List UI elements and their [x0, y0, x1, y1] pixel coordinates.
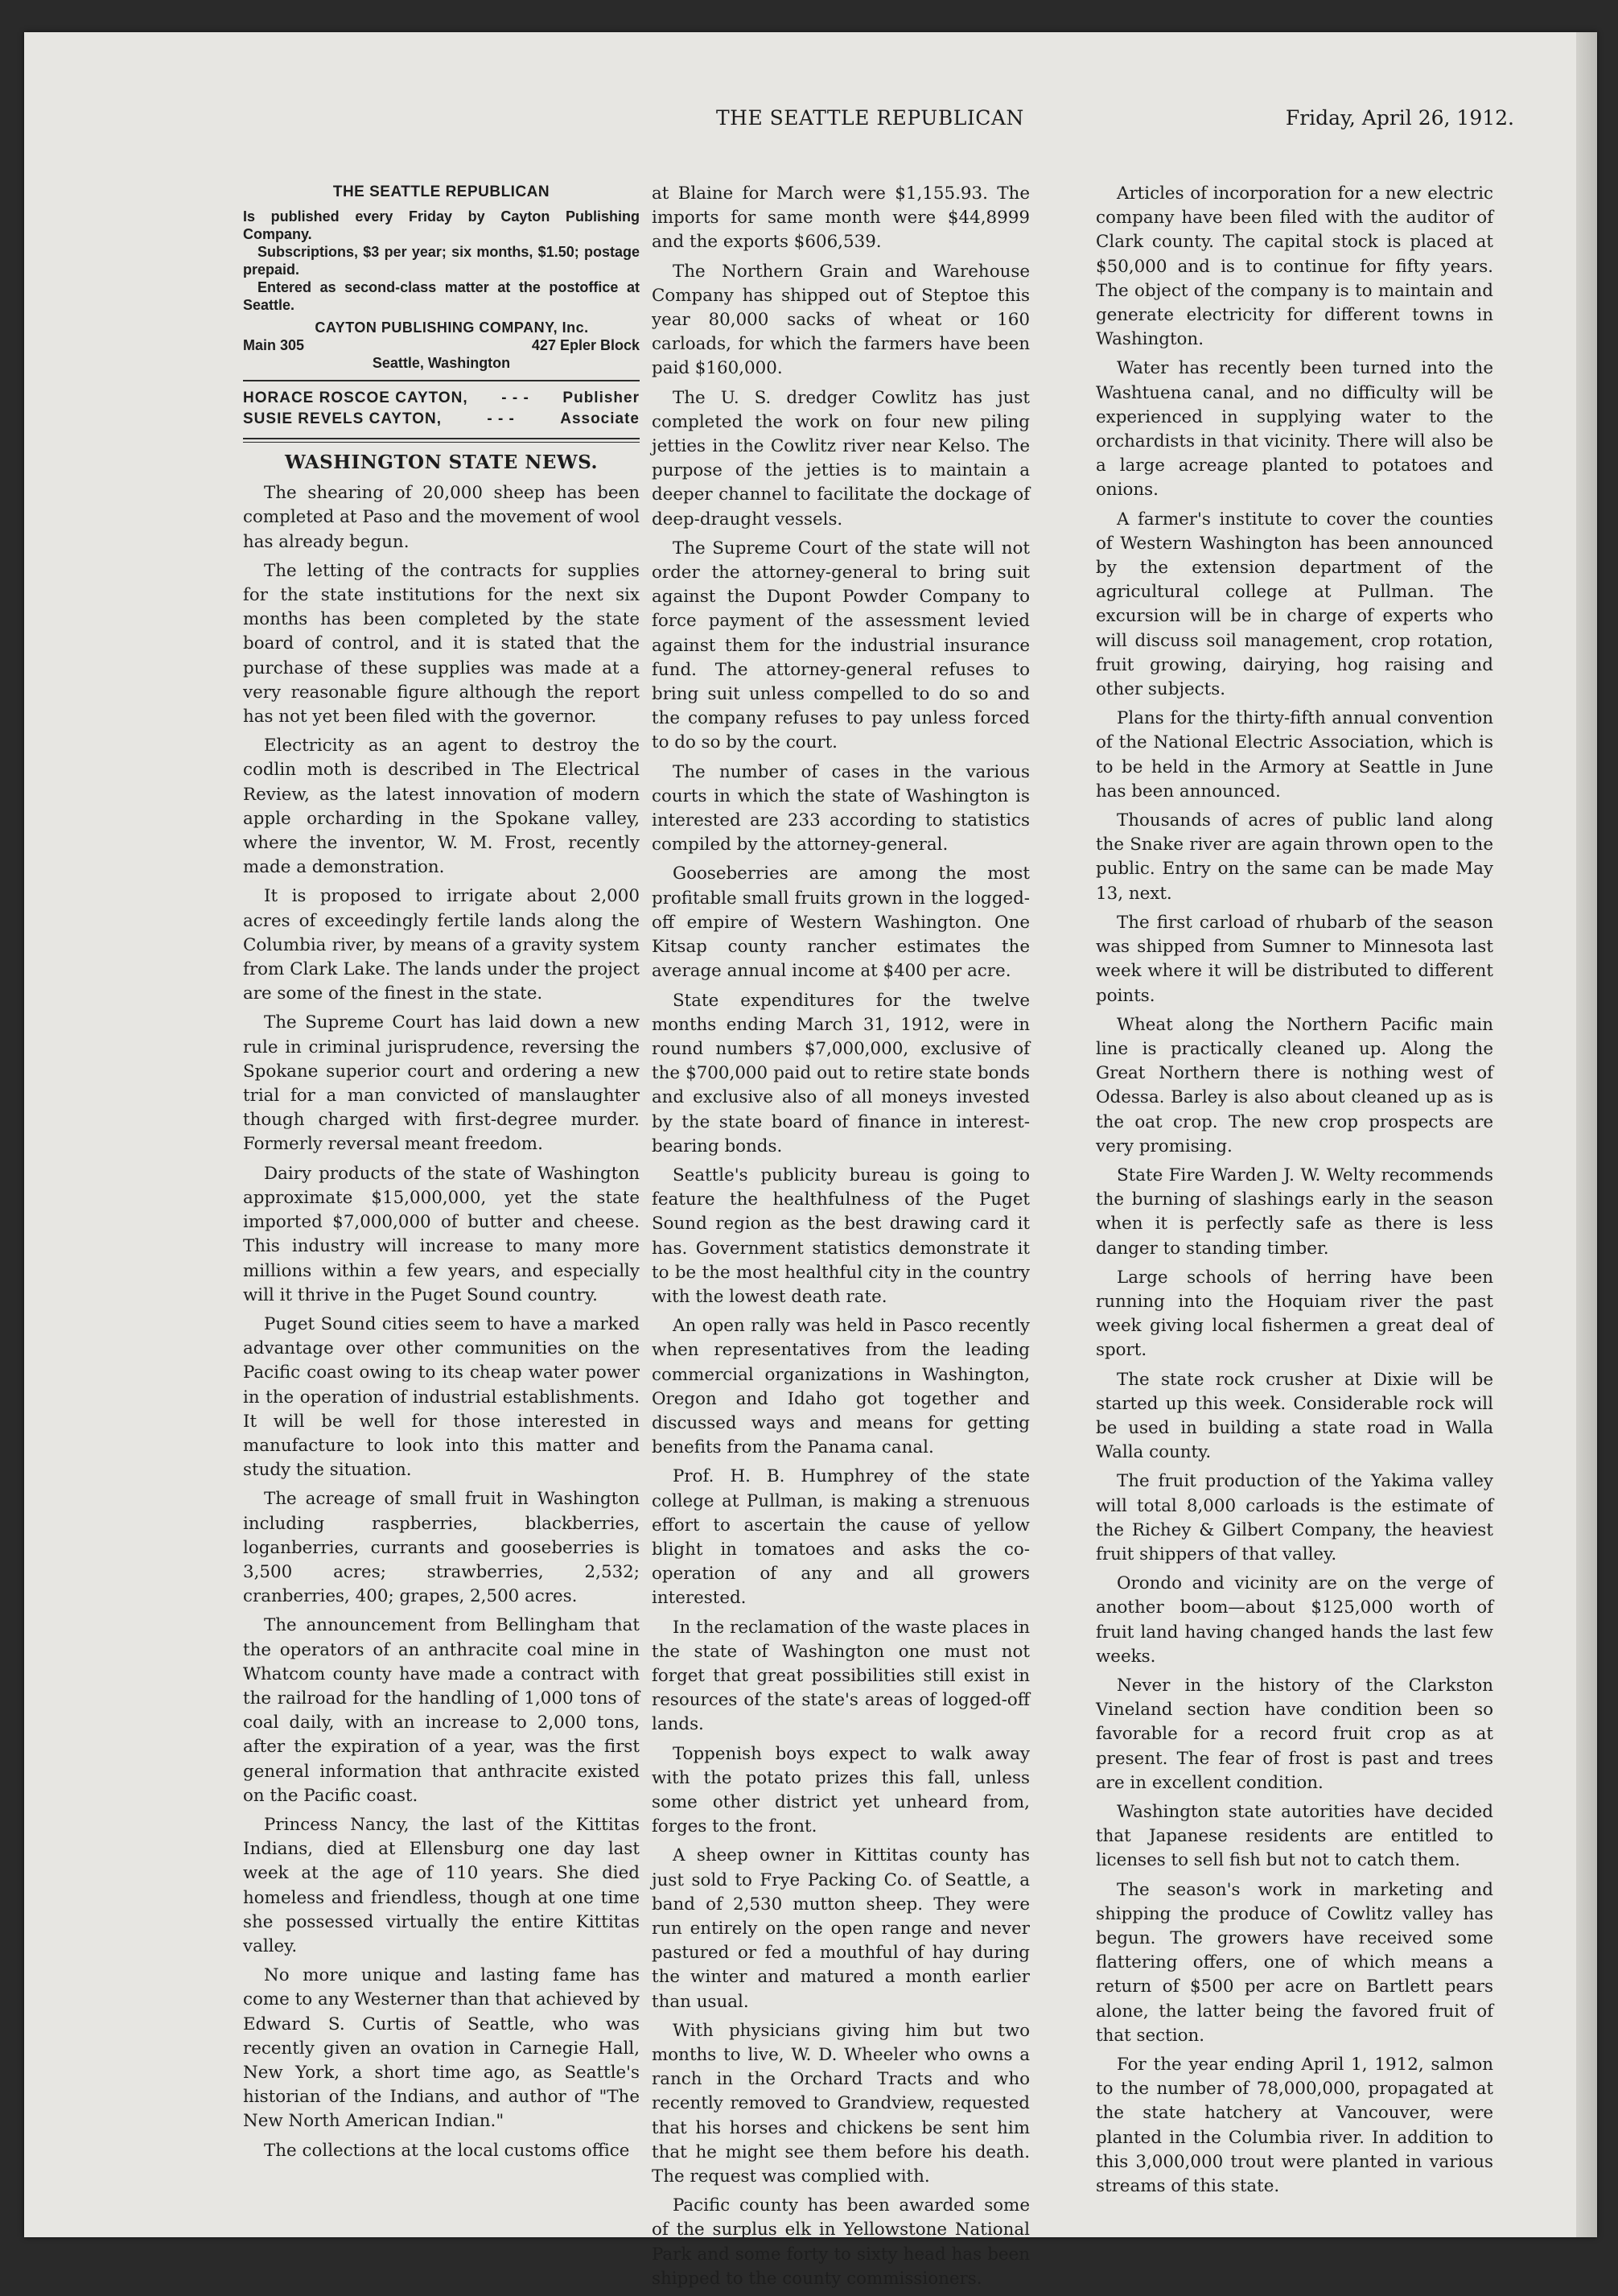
news-item: Water has recently been turned into the Washtuena canal, and no difficulty will be experienced in supplying water to the orchardists in that vicinity. There will also be a large acreage planted to potatoes and onions.: [1096, 358, 1493, 501]
news-item: Toppenish boys expect to walk away with the potato prizes this fall, unless some other district yet unheard from, forges to the front.: [652, 1743, 1030, 1837]
staff-dashes: - - -: [501, 390, 529, 406]
masthead-entered: Entered as second-class matter at the postoffice at Seattle.: [243, 279, 640, 313]
staff-row-associate: [243, 409, 640, 430]
news-item: With physicians giving him but two months to live, W. D. Wheeler who owns a ranch in the Orchard Tracts and who recently removed to Grandview, requested that his horses and chickens be sent him that he might see them before his death. The request was complied with.: [652, 2020, 1030, 2187]
staff-dashes: - - -: [487, 410, 515, 427]
masthead-address: 427 Epler Block: [531, 337, 640, 353]
news-item: The fruit production of the Yakima valley will total 8,000 carloads is the estimate of the Richey & Gilbert Company, the heaviest fruit shippers of that valley.: [1096, 1471, 1493, 1564]
column-1: [243, 180, 640, 2168]
staff-rule: [243, 380, 640, 381]
news-item: Thousands of acres of public land along the Snake river are again thrown open to the public. Entry on the same can be made May 13, next.: [1096, 810, 1493, 904]
news-item: For the year ending April 1, 1912, salmon to the number of 78,000,000, propagated at the state hatchery at Vancouver, were planted in the Columbia river. In addition to this 3,000,000 trout were planted in various streams of this state.: [1096, 2055, 1493, 2197]
news-item: Articles of incorporation for a new electric company have been filed with the auditor of Clark county. The capital stock is placed at $50,000 and is to continue for fifty years. The object of the company is to maintain and generate electricity for different towns in Washington.: [1096, 183, 1493, 350]
news-item: It is proposed to irrigate about 2,000 acres of exceedingly fertile lands along the Columbia river, by means of a gravity system from Clark Lake. The lands under the project are some of the finest in the state.: [243, 886, 640, 1004]
newspaper-page: [24, 32, 1597, 2289]
news-item: The shearing of 20,000 sheep has been completed at Paso and the movement of wool has already begun.: [243, 483, 640, 552]
masthead-company: CAYTON PUBLISHING COMPANY, Inc.: [315, 319, 589, 336]
news-item: Washington state autorities have decided that Japanese residents are entitled to licenses to sell fish but not to catch them.: [1096, 1802, 1493, 1871]
masthead-city: Seattle, Washington: [372, 355, 511, 371]
news-item: The Supreme Court has laid down a new rule in criminal jurisprudence, reversing the Spokane superior court and ordering a new trial for a man convicted of manslaughter though charged with first-degree murder. Formerly reversal meant freedom.: [243, 1012, 640, 1155]
news-item: A sheep owner in Kittitas county has just sold to Frye Packing Co. of Seattle, a band of 2,530 mutton sheep. They were run entirely on the open range and never pastured or fed a mouthful of hay during the winter and matured a month earlier than usual.: [652, 1845, 1030, 2012]
news-item: A farmer's institute to cover the counties of Western Washington has been announced by the extension department of the agricultural college at Pullman. The excursion will be in charge of experts who will discuss soil management, crop rotation, fruit growing, dairying, hog raising and other subjects.: [1096, 509, 1493, 700]
news-item: State expenditures for the twelve months ending March 31, 1912, were in round numbers $7,000,000, exclusive of the $700,000 paid out to retire state bonds and exclusive also of all moneys invested by the state board of finance in interest-bearing bonds.: [652, 990, 1030, 1156]
news-item: The announcement from Bellingham that the operators of an anthracite coal mine in Whatcom county have made a contract with the railroad for the handling of 1,000 tons of coal daily, with an increase to 2,000 tons, after the expiration of a year, was the first general information that anthracite existed on the Pacific coast.: [243, 1615, 640, 1806]
section-heading: WASHINGTON STATE NEWS.: [284, 451, 599, 473]
news-item: The collections at the local customs office: [264, 2140, 630, 2161]
news-item: The acreage of small fruit in Washington including raspberries, blackberries, loganberries, currants and gooseberries is 3,500 acres; strawberries, 2,532; cranberries, 400; grapes, 2,500 acres.: [243, 1489, 640, 1607]
news-item: The number of cases in the various courts in which the state of Washington is interested are 233 according to statistics compiled by the attorney-general.: [652, 761, 1030, 855]
news-item: Never in the history of the Clarkston Vineland section have condition been so favorable for a record fruit crop as at present. The fear of frost is past and trees are in excellent condition.: [1096, 1675, 1493, 1793]
news-item: The letting of the contracts for supplies for the state institutions for the next six months has been completed by the state board of control, and it is stated that the purchase of these supplies was made at a very reasonable figure although the report has not yet been filed with the governor.: [243, 560, 640, 728]
double-rule: [243, 438, 640, 443]
news-item: Gooseberries are among the most profitable small fruits grown in the logged-off empire of Western Washington. One Kitsap county rancher estimates the average annual income at $400 per acre.: [652, 864, 1030, 982]
news-item: Electricity as an agent to destroy the codlin moth is described in The Electrical Review, as the latest innovation of modern apple orcharding in the Spokane valley, where the inventor, W. M. Frost, recently made a demonstration.: [243, 736, 640, 878]
news-item: The U. S. dredger Cowlitz has just completed the work on four new piling jetties in the Cowlitz river near Kelso. The purpose of the jetties is to maintain a deeper channel to facilitate the dockage of deep-draught vessels.: [652, 387, 1030, 530]
news-item: Pacific county has been awarded some of the surplus elk in Yellowstone National Park and some forty to sixty head has been shipped to the county commissioners.: [652, 2195, 1030, 2289]
news-item: Princess Nancy, the last of the Kittitas Indians, died at Ellensburg one day last week at the age of 110 years. She died homeless and friendless, though at one time she possessed virtually the entire Kittitas valley.: [243, 1814, 640, 1956]
news-item: Puget Sound cities seem to have a marked advantage over other communities on the Pacific coast owing to its cheap water power in the operation of industrial establishments. It will be well for those interested in manufacture to look into this matter and study the situation.: [243, 1313, 640, 1481]
news-item-continued: at Blaine for March were $1,155.93. The imports for same month were $44,8999 and the exports $606,539.: [652, 183, 1030, 253]
news-item: In the reclamation of the waste places in the state of Washington one must not forget that great possibilities still exist in resources of the state's areas of logged-off lands.: [652, 1617, 1030, 1735]
news-item: Seattle's publicity bureau is going to feature the healthfulness of the Puget Sound region as the best drawing card it has. Government statistics demonstrate it to be the most healthful city in the country with the lowest death rate.: [652, 1164, 1030, 1307]
column-3: [1096, 182, 1493, 2203]
news-item: Dairy products of the state of Washington approximate $15,000,000, yet the state imported $7,000,000 of butter and cheese. This industry will increase to many more millions within a few years, and especially will it thrive in the Puget Sound country.: [243, 1163, 640, 1305]
news-item: An open rally was held in Pasco recently when representatives from the leading commercial organizations in Washington, Oregon and Idaho got together and discussed ways and means for getting benefits from the Panama canal.: [652, 1316, 1030, 1458]
news-item: The Supreme Court of the state will not order the attorney-general to bring suit against the Dupont Powder Company to force payment of the assessment levied against them for the industrial insurance fund. The attorney-general refuses to bring suit unless compelled to do so and the company refuses to pay unless forced to do so by the court.: [652, 538, 1030, 753]
running-head: [266, 106, 1521, 138]
news-item: Large schools of herring have been running into the Hoquiam river the past week giving local fishermen a great deal of sport.: [1096, 1267, 1493, 1361]
staff-row-publisher: [243, 388, 640, 409]
news-item: The state rock crusher at Dixie will be started up this week. Considerable rock will be used in building a state road in Walla Walla county.: [1096, 1369, 1493, 1463]
staff-name: SUSIE REVELS CAYTON,: [243, 410, 443, 427]
news-item: No more unique and lasting fame has come to any Westerner than that achieved by Edward S. Curtis of Seattle, who was recently given an ovation in Carnegie Hall, New York, a short time ago, as Seattle's historian of the Indians, and author of "The New North American Indian.": [243, 1965, 640, 2132]
staff-name: HORACE ROSCOE CAYTON,: [243, 390, 468, 406]
news-item: State Fire Warden J. W. Welty recommends the burning of slashings early in the season when it is perfectly safe as there is less danger to standing timber.: [1096, 1164, 1493, 1259]
masthead-subscriptions: Subscriptions, $3 per year; six months, $1.50; postage prepaid.: [243, 244, 640, 278]
news-item: Prof. H. B. Humphrey of the state college at Pullman, is making a strenuous effort to ascertain the cause of yellow blight in tomatoes and asks the co-operation of any and all growers interested.: [652, 1466, 1030, 1609]
staff-role: Publisher: [562, 390, 640, 406]
running-head-title: THE SEATTLE REPUBLICAN: [716, 106, 1024, 130]
masthead-phone: Main 305: [243, 337, 305, 353]
news-item: The first carload of rhubarb of the season was shipped from Sumner to Minnesota last week where it will be distributed to different points.: [1096, 912, 1493, 1006]
staff-role: Associate: [560, 410, 640, 427]
running-head-date: Friday, April 26, 1912.: [1285, 106, 1514, 130]
news-item: Orondo and vicinity are on the verge of another boom—about $125,000 worth of fruit land having changed hands the last few weeks.: [1096, 1573, 1493, 1667]
masthead-publish-line: Is published every Friday by Cayton Publishing Company.: [243, 208, 640, 242]
masthead: [243, 183, 640, 372]
masthead-name: THE SEATTLE REPUBLICAN: [332, 183, 550, 200]
column-2: [652, 182, 1030, 2296]
masthead-contact-row: [243, 336, 640, 354]
news-item: Wheat along the Northern Pacific main line is practically cleaned up. Along the Great Northern there is nothing west of Odessa. Barley is also about cleaned up as is the oat crop. The new crop prospects are very promising.: [1096, 1014, 1493, 1156]
news-item: The season's work in marketing and shipping the produce of Cowlitz valley has begun. The growers have received some flattering offers, one of which means a return of $500 per acre on Bartlett pears alone, the latter being the favored fruit of that section.: [1096, 1879, 1493, 2046]
news-item: The Northern Grain and Warehouse Company has shipped out of Steptoe this year 80,000 sacks of wheat or 160 carloads, for which the farmers have been paid $160,000.: [652, 261, 1030, 379]
news-item: Plans for the thirty-fifth annual convention of the National Electric Association, which is to be held in the Armory at Seattle in June has been announced.: [1096, 708, 1493, 802]
